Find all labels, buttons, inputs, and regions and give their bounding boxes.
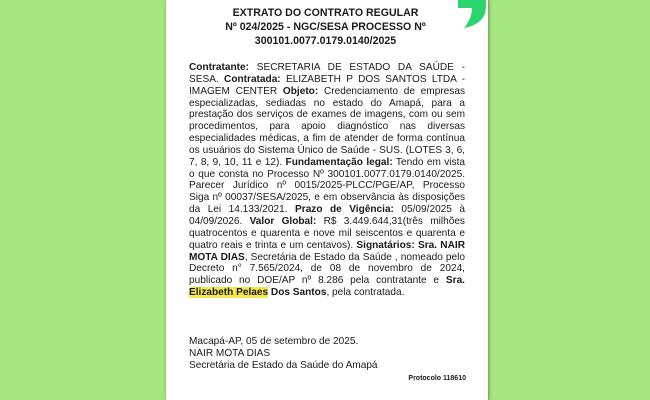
signatarios-label: Signatários: Sra. NAIR MOTA DIAS — [189, 239, 465, 263]
place-date: Macapá-AP, 05 de setembro de 2025. — [189, 336, 359, 347]
title-line-2: Nº 024/2025 - NGC/SESA PROCESSO Nº — [225, 21, 426, 33]
signer-role: Secretária de Estado da Saúde do Amapá — [189, 360, 378, 371]
objeto-label: Objeto: — [282, 85, 319, 97]
contratada-value: ELIZABETH P DOS SANTOS LTDA - IMAGEM CENTER — [189, 73, 465, 97]
page-shadow — [488, 0, 492, 400]
contract-body — [189, 62, 465, 299]
contratada-label: Contratada: — [224, 73, 281, 85]
prazo-value: 05/09/2025 à 04/09/2026. — [189, 204, 465, 227]
title-line-3: 300101.0077.0179.0140/2025 — [254, 35, 397, 47]
valor-value: R$ 3.449.644,31(três milhões quatrocentos e quarenta e nove mil seiscentos e quarenta e quatro reais e trinta e um centavos). — [189, 215, 465, 251]
sra-label: Sra. — [445, 275, 465, 287]
highlighted-name: Elizabeth Pelaes — [189, 287, 269, 299]
signatarios-value: , Secretária de Estado da Saúde , nomeado pelo Decreto n° 7.565/2024, de 08 de novembro de 2024, publicado no DOE/AP nº 8.286 pela contratante e — [189, 251, 465, 287]
contract-paragraph — [189, 62, 465, 299]
surname: Dos Santos — [268, 287, 327, 299]
fundamentacao-label: Fundamentação legal: — [285, 156, 393, 168]
valor-label: Valor Global: — [249, 215, 317, 227]
contratante-value: SECRETARIA DE ESTADO DA SAÚDE - SESA. — [189, 62, 465, 85]
prazo-label: Prazo de Vigência: — [295, 204, 394, 216]
closing-text: , pela contratada. — [326, 287, 405, 299]
contratante-label: Contratante: — [189, 62, 250, 73]
fundamentacao-value: Tendo em vista o que consta no Processo Nº 300101.0077.0179.0140/2025. Parecer Jurídico nº 0015/2025-PLCC/PGE/AP, Processo Siga nº 00037/SESA/2025, e em observância às disposições da Lei 14.133/2021. — [189, 156, 465, 216]
title-line-1: EXTRATO DO CONTRATO REGULAR — [232, 7, 419, 19]
objeto-value: Credenciamento de empresas especializadas, sediadas no estado do Amapá, para a prestação dos serviços de exames de imagens, com ou sem procedimentos, para apoio diagnóstico nas diversas especialidades médicas, a fim de atender de forma contínua os usuários do Sistema Único de Saúde - SUS. (LOTES 3, 6, 7, 8, 9, 10, 11 e 12). — [189, 85, 465, 168]
signer-name: NAIR MOTA DIAS — [189, 348, 271, 359]
protocol-number: Protocolo 118610 — [408, 375, 466, 382]
